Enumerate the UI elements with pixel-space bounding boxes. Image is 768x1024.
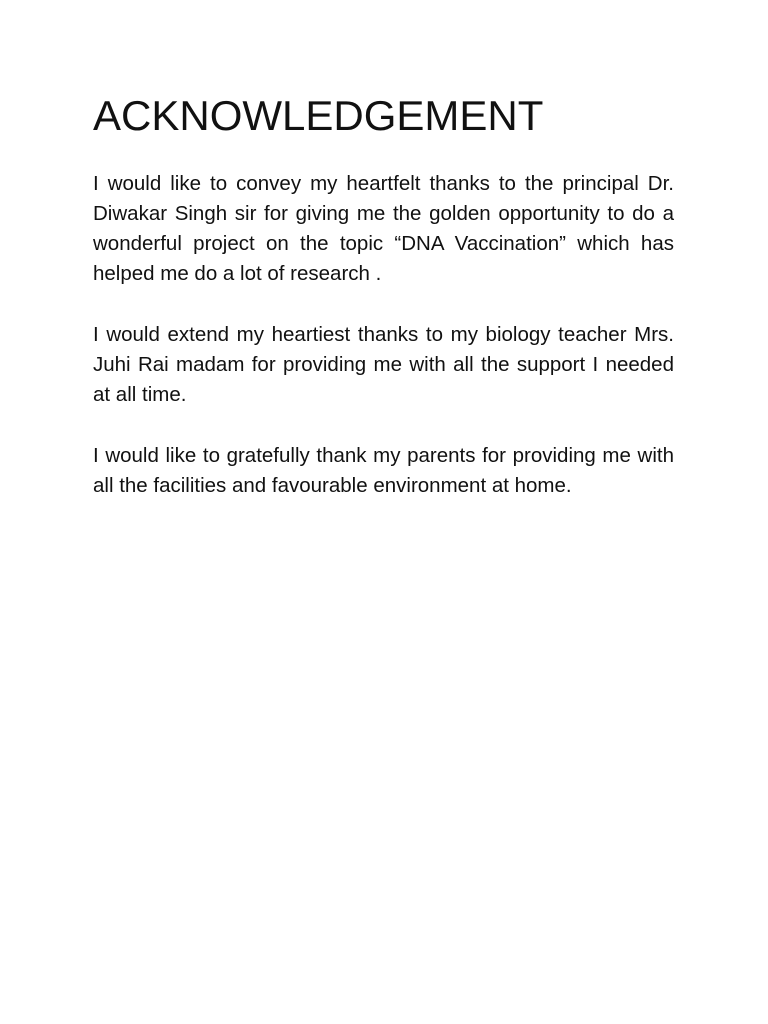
paragraph-parents-thanks: I would like to gratefully thank my parents for providing me with all the facilities and favourable environment at home. [93, 444, 674, 497]
document-body [93, 92, 674, 501]
page-title: ACKNOWLEDGEMENT [93, 92, 544, 139]
paragraph-principal-thanks: I would like to convey my heartfelt thanks to the principal Dr. Diwakar Singh sir for giving me the golden opportunity to do a wonderful project on the topic “DNA Vaccination” which has helped me do a lot of research . [93, 172, 674, 285]
paragraph-teacher-thanks: I would extend my heartiest thanks to my biology teacher Mrs. Juhi Rai madam for providing me with all the support I needed at all time. [93, 323, 674, 406]
